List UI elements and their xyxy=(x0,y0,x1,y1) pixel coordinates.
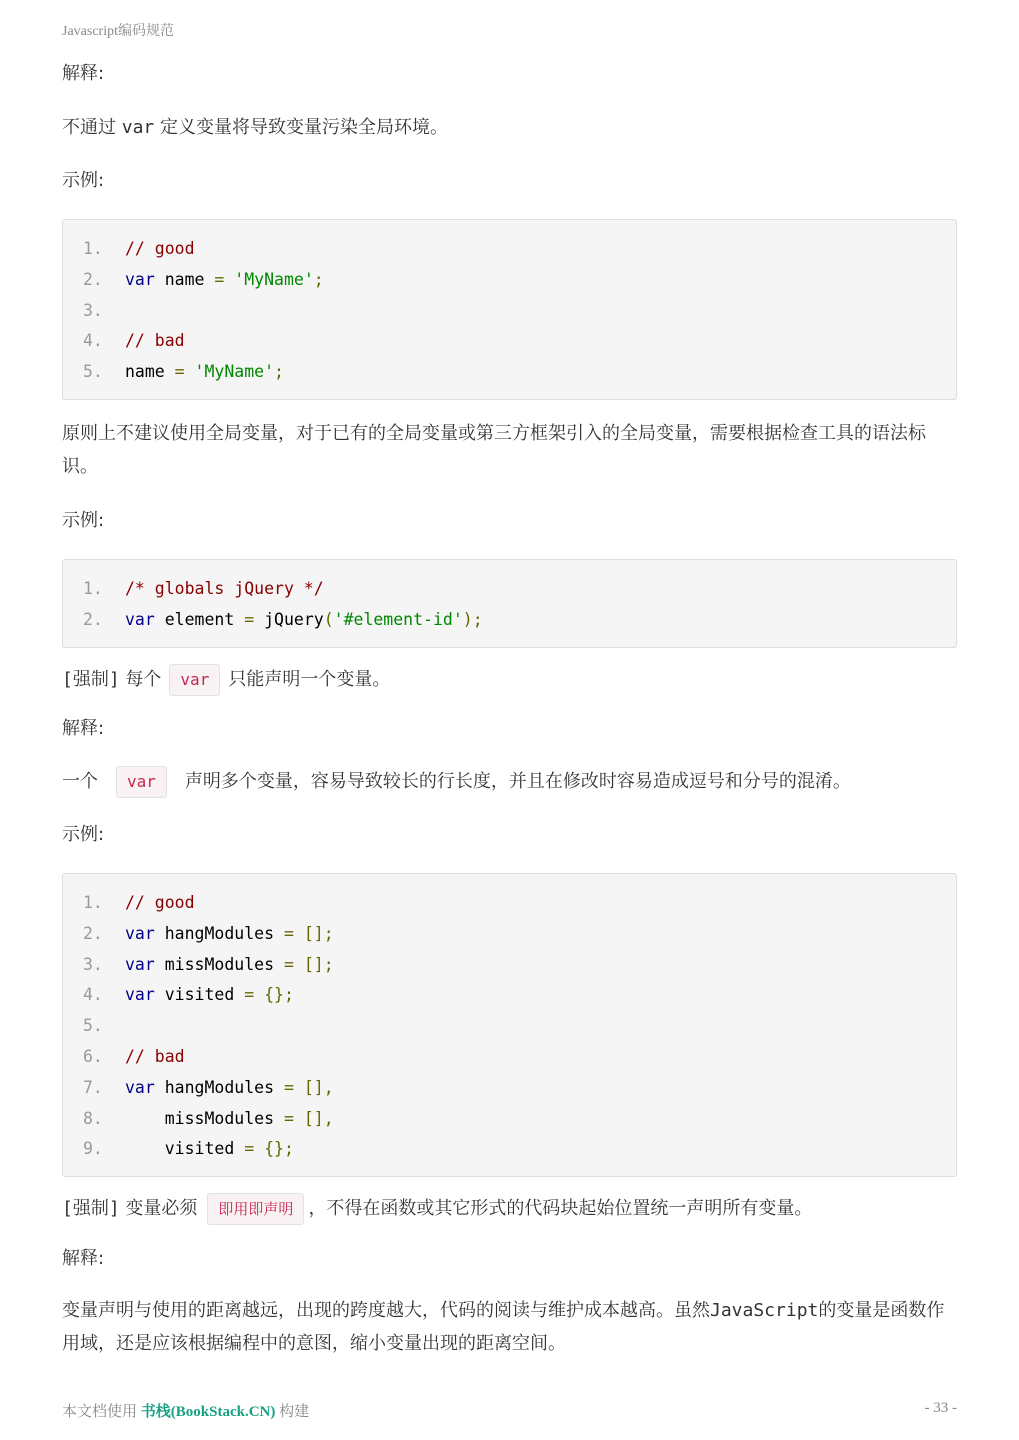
code-token: = xyxy=(174,362,185,382)
code-line xyxy=(83,234,936,265)
line-number: 9. xyxy=(83,1139,103,1159)
line-number: 1. xyxy=(83,239,103,258)
code-token: ); xyxy=(462,609,483,629)
code-token: = []; xyxy=(283,954,334,974)
paragraph xyxy=(62,765,957,798)
paragraph xyxy=(62,111,957,144)
line-number: 2. xyxy=(83,269,103,289)
code-token: var xyxy=(125,985,155,1005)
code-token: var xyxy=(125,923,155,943)
code-token xyxy=(224,270,234,289)
text-segment: 变量必须 xyxy=(119,1198,198,1219)
code-line xyxy=(83,1011,936,1042)
code-line xyxy=(83,980,936,1011)
text-segment: 只能声明一个变量。 xyxy=(228,669,391,690)
code-token: = xyxy=(214,269,225,289)
line-number: 3. xyxy=(83,300,103,320)
code-text xyxy=(125,1134,294,1165)
code-text xyxy=(125,1042,185,1073)
code-text xyxy=(125,326,185,357)
line-number: 5. xyxy=(83,362,103,382)
text-segment: 一个 xyxy=(62,771,98,792)
code-token: = xyxy=(244,609,255,629)
code-token: = {}; xyxy=(244,985,294,1005)
code-text xyxy=(125,980,294,1011)
code-token: visited xyxy=(125,1139,245,1159)
text-segment: 定义变量将导致变量污染全局环境。 xyxy=(154,117,448,138)
code-line xyxy=(83,326,936,357)
code-token: 'MyName' xyxy=(194,362,275,382)
line-number: 2. xyxy=(83,923,103,943)
text-segment: 变量声明与使用的距离越远，出现的跨度越大，代码的阅读与维护成本越高。虽然 xyxy=(62,1300,710,1321)
rule-tag: [强制] xyxy=(62,1198,120,1219)
code-text xyxy=(125,950,334,981)
text-segment: ，不得在函数或其它形式的代码块起始位置统一声明所有变量。 xyxy=(308,1198,813,1219)
text-segment: 声明多个变量，容易导致较长的行长度，并且在修改时容易造成逗号和分号的混淆。 xyxy=(184,771,851,792)
code-line xyxy=(83,1134,936,1165)
code-token: = {}; xyxy=(244,1139,294,1159)
code-token: ( xyxy=(323,609,334,629)
code-text xyxy=(125,919,334,950)
code-text xyxy=(125,357,284,388)
code-token: ; xyxy=(313,269,324,289)
rule-line xyxy=(62,1192,957,1225)
line-number: 1. xyxy=(83,893,103,912)
code-line xyxy=(83,1042,936,1073)
code-token: // bad xyxy=(125,1046,185,1066)
code-token: // good xyxy=(125,239,195,258)
code-token: element xyxy=(154,609,245,629)
code-line xyxy=(83,919,936,950)
code-token: = [], xyxy=(283,1077,334,1097)
code-line xyxy=(83,357,936,388)
code-token: missModules xyxy=(125,1108,284,1128)
line-number: 4. xyxy=(83,331,103,351)
code-text xyxy=(125,574,324,605)
code-line xyxy=(83,1104,936,1135)
code-token: '#element-id' xyxy=(333,609,463,629)
code-token: = [], xyxy=(283,1108,334,1128)
code-token: // bad xyxy=(125,331,185,351)
footer-credit xyxy=(62,1400,309,1421)
inline-mono: JavaScript xyxy=(710,1300,819,1321)
code-text xyxy=(125,1104,334,1135)
code-token: hangModules xyxy=(154,1077,284,1097)
code-line xyxy=(83,1073,936,1104)
paragraph xyxy=(62,1294,957,1360)
paragraph: 原则上不建议使用全局变量，对于已有的全局变量或第三方框架引入的全局变量，需要根据检查工具的语法标识。 xyxy=(62,423,926,477)
line-number: 8. xyxy=(83,1108,103,1128)
line-number: 4. xyxy=(83,985,103,1005)
line-number: 5. xyxy=(83,1016,103,1036)
line-number: 3. xyxy=(83,954,103,974)
code-line xyxy=(83,950,936,981)
code-text xyxy=(125,605,483,636)
code-token: hangModules xyxy=(154,923,284,943)
rule-tag: [强制] xyxy=(62,669,120,690)
code-token: visited xyxy=(154,985,245,1005)
footer-text: 构建 xyxy=(275,1404,310,1420)
code-token xyxy=(185,362,195,381)
code-line xyxy=(83,605,936,636)
code-block xyxy=(62,219,957,400)
explanation-label: 解释: xyxy=(62,718,105,739)
code-block xyxy=(62,559,957,648)
code-token: /* globals jQuery */ xyxy=(125,579,324,598)
text-segment: 每个 xyxy=(119,669,162,690)
code-line xyxy=(83,888,936,919)
code-token: jQuery xyxy=(254,609,324,629)
explanation-label: 解释: xyxy=(62,1248,105,1269)
rule-line xyxy=(62,663,957,696)
code-block xyxy=(62,873,957,1177)
page-number: - 33 - xyxy=(924,1400,957,1416)
footer-link[interactable]: 书栈(BookStack.CN) xyxy=(140,1404,276,1420)
text-segment: 的变量是函数作用域，还是应该根据编程中的意图，缩小变量出现的距离空间。 xyxy=(62,1300,945,1354)
code-token: var xyxy=(125,609,155,629)
code-token: var xyxy=(125,269,155,289)
code-text xyxy=(125,234,195,265)
footer-text: 本文档使用 xyxy=(62,1404,141,1420)
code-token: var xyxy=(125,954,155,974)
document-title: Javascript编码规范 xyxy=(62,24,174,39)
code-token: var xyxy=(125,1077,155,1097)
inline-code: var xyxy=(116,766,167,798)
code-token: ; xyxy=(274,362,284,382)
code-token: name xyxy=(125,362,175,382)
code-token: = []; xyxy=(283,923,334,943)
example-label: 示例: xyxy=(62,824,105,845)
inline-code: 即用即声明 xyxy=(207,1193,304,1225)
line-number: 6. xyxy=(83,1046,103,1066)
code-text xyxy=(125,888,195,919)
line-number: 2. xyxy=(83,609,103,629)
code-line xyxy=(83,265,936,296)
inline-code: var xyxy=(169,664,220,696)
line-number: 1. xyxy=(83,579,103,598)
code-token: missModules xyxy=(154,954,284,974)
code-line xyxy=(83,296,936,327)
code-line xyxy=(83,574,936,605)
code-token: // good xyxy=(125,893,195,912)
example-label: 示例: xyxy=(62,510,105,531)
code-text xyxy=(125,1073,334,1104)
line-number: 7. xyxy=(83,1077,103,1097)
inline-mono: var xyxy=(121,117,155,138)
explanation-label: 解释: xyxy=(62,63,105,84)
text-segment: 不通过 xyxy=(62,117,122,138)
code-token: 'MyName' xyxy=(234,269,314,289)
code-token: name xyxy=(154,269,215,289)
example-label: 示例: xyxy=(62,170,105,191)
code-text xyxy=(125,265,324,296)
